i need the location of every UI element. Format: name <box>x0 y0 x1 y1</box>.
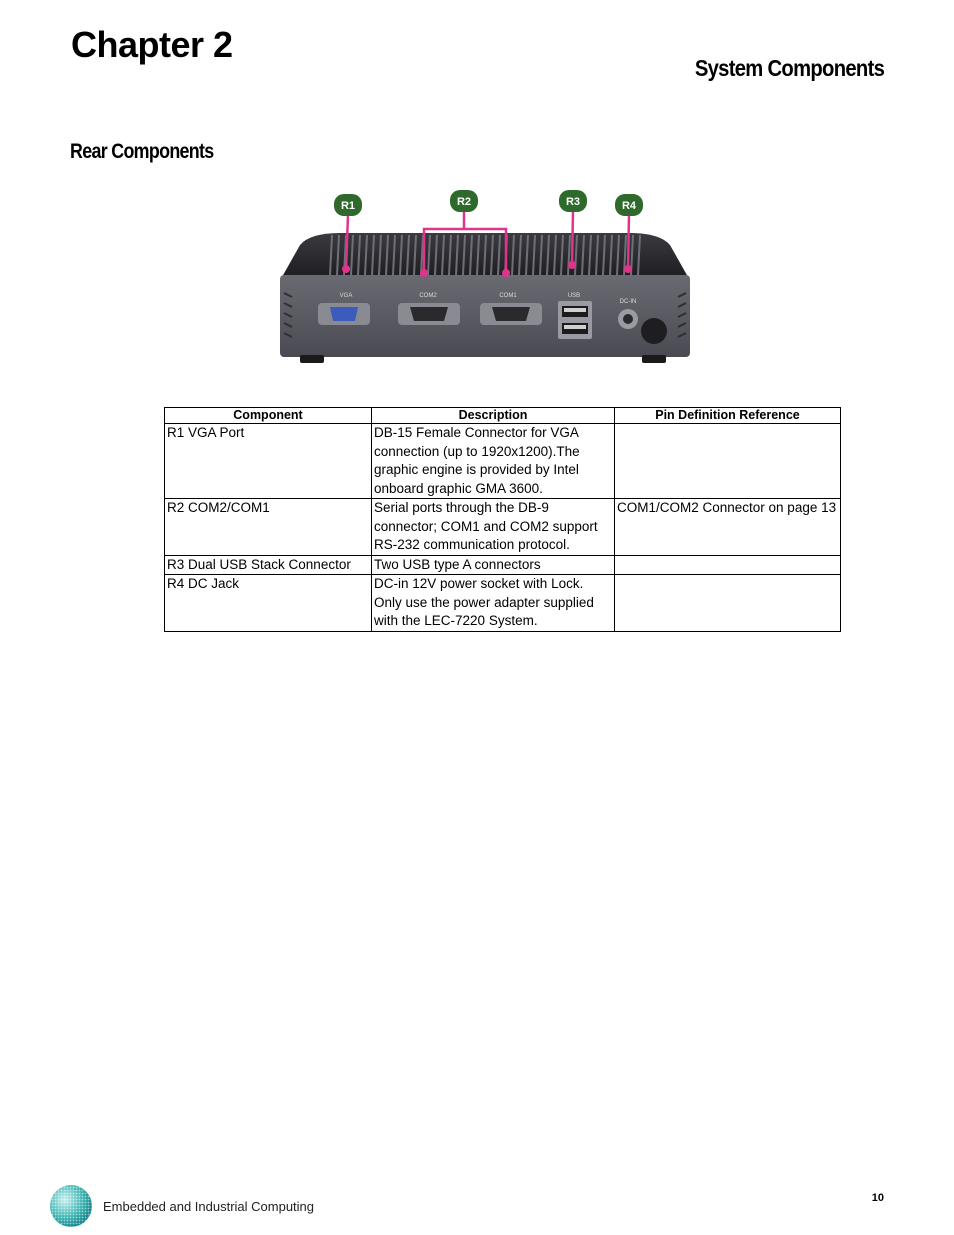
cell-component: R2 COM2/COM1 <box>165 499 372 556</box>
page-number: 10 <box>871 1192 884 1204</box>
svg-text:R4: R4 <box>621 200 637 212</box>
usb-stack <box>558 301 592 339</box>
rear-panel-illustration <box>270 185 700 375</box>
port-label-usb: USB <box>567 293 581 299</box>
rear-components-table <box>164 407 841 632</box>
callout-r1 <box>334 194 362 216</box>
table-row <box>165 424 841 499</box>
header-pin-reference: Pin Definition Reference <box>615 408 841 424</box>
subsection-title: Rear Components <box>70 140 214 163</box>
section-title: System Components <box>694 55 884 81</box>
svg-text:R2: R2 <box>456 196 472 208</box>
cell-reference <box>615 575 841 632</box>
cell-reference: COM1/COM2 Connector on page 13 <box>615 499 841 556</box>
cell-description: Serial ports through the DB-9 connector; COM1 and COM2 support RS-232 communication protocol. <box>372 499 615 556</box>
table-row <box>165 499 841 556</box>
chapter-title: Chapter 2 <box>71 24 233 65</box>
port-label-dc-in: DC-IN <box>619 299 637 305</box>
cell-description: DB-15 Female Connector for VGA connection (up to 1920x1200).The graphic engine is provided by Intel onboard graphic GMA 3600. <box>372 424 615 499</box>
table-row <box>165 555 841 575</box>
com2-port <box>398 303 460 325</box>
cell-component: R3 Dual USB Stack Connector <box>165 555 372 575</box>
cell-reference <box>615 555 841 575</box>
header-description: Description <box>372 408 615 424</box>
rear-panel-figure <box>270 185 700 375</box>
foot-left <box>300 355 324 363</box>
footer-text: Embedded and Industrial Computing <box>103 1199 315 1214</box>
svg-text:R3: R3 <box>565 196 581 208</box>
callout-r4 <box>615 194 643 216</box>
foot-right <box>642 355 666 363</box>
company-logo-icon <box>48 1183 94 1229</box>
svg-text:R1: R1 <box>340 200 356 212</box>
callout-r3 <box>559 190 587 212</box>
dc-jack <box>618 309 638 329</box>
cell-reference <box>615 424 841 499</box>
port-label-vga: VGA <box>339 293 353 299</box>
vga-port <box>318 303 370 325</box>
table-row <box>165 575 841 632</box>
cell-component: R4 DC Jack <box>165 575 372 632</box>
callout-r2 <box>450 190 478 212</box>
table-header-row <box>165 408 841 424</box>
port-label-com1: COM1 <box>499 293 517 299</box>
header-component: Component <box>165 408 372 424</box>
cell-description: DC-in 12V power socket with Lock. Only use the power adapter supplied with the LEC-7220 System. <box>372 575 615 632</box>
cell-component: R1 VGA Port <box>165 424 372 499</box>
antenna-knockout <box>641 318 667 344</box>
com1-port <box>480 303 542 325</box>
cell-description: Two USB type A connectors <box>372 555 615 575</box>
port-label-com2: COM2 <box>419 293 437 299</box>
